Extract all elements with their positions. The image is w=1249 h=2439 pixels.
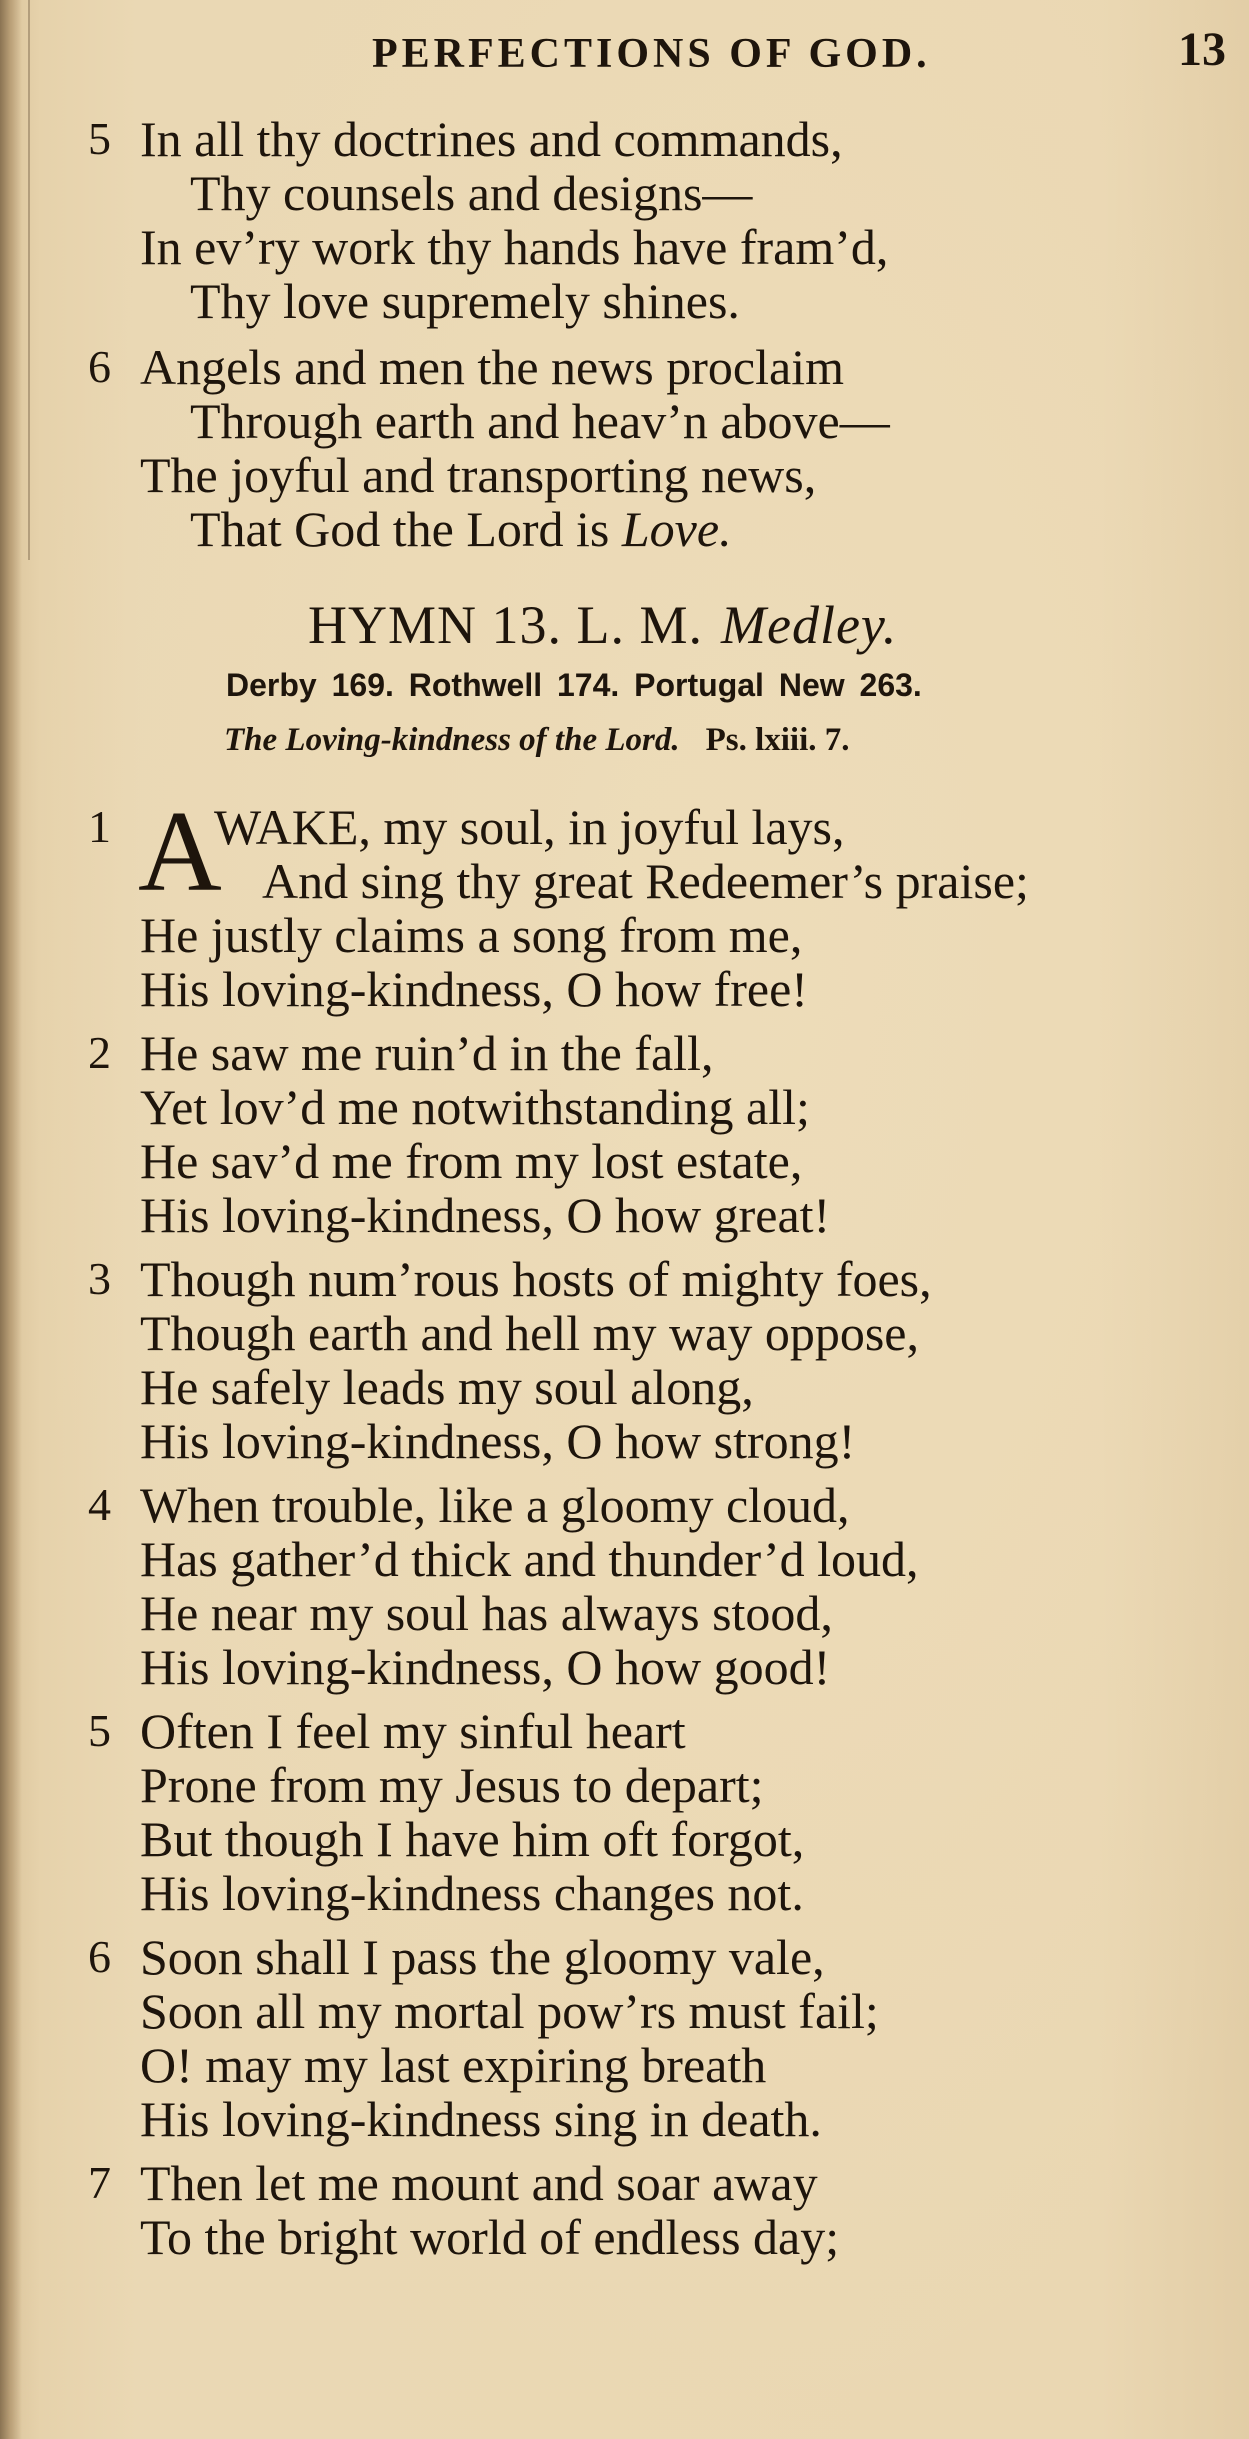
verse-number: 6 bbox=[88, 341, 111, 392]
verse-number: 4 bbox=[88, 1479, 111, 1530]
verse-line: In all thy doctrines and commands, bbox=[140, 111, 843, 167]
verse-line: Yet lov’d me notwithstanding all; bbox=[140, 1079, 810, 1135]
verse-line: The joyful and transporting news, bbox=[140, 447, 817, 503]
drop-cap: A bbox=[138, 788, 222, 916]
verse-line: Through earth and heav’n above— bbox=[190, 393, 890, 449]
verse-number: 6 bbox=[88, 1931, 111, 1982]
hymn-tune: Medley. bbox=[721, 595, 898, 655]
verse-line: His loving-kindness, O how strong! bbox=[140, 1413, 856, 1469]
verse-line-text: That God the Lord is bbox=[190, 501, 610, 557]
gutter-rule bbox=[28, 0, 30, 560]
verse-line: Soon all my mortal pow’rs must fail; bbox=[140, 1983, 879, 2039]
verse-number: 5 bbox=[88, 113, 111, 164]
emphasized-word: Love. bbox=[621, 501, 732, 557]
verse-line: Often I feel my sinful heart bbox=[140, 1703, 686, 1759]
hymn-subject: The Loving-kindness of the Lord. bbox=[224, 722, 680, 758]
verse-number: 7 bbox=[88, 2157, 111, 2208]
verse-line: Thy counsels and designs— bbox=[190, 165, 753, 221]
verse-line: He justly claims a song from me, bbox=[140, 907, 803, 963]
verse-line: In ev’ry work thy hands have fram’d, bbox=[140, 219, 889, 275]
verse-line: He safely leads my soul along, bbox=[140, 1359, 754, 1415]
verse-line: Then let me mount and soar away bbox=[140, 2155, 818, 2211]
verse-line: Thy love supremely shines. bbox=[190, 273, 740, 329]
verse-line: O! may my last expiring breath bbox=[140, 2037, 767, 2093]
verse-line: Angels and men the news proclaim bbox=[140, 339, 844, 395]
scripture-reference: Ps. lxiii. 7. bbox=[705, 722, 850, 758]
hymn-title bbox=[308, 594, 897, 656]
verse-line: His loving-kindness, O how great! bbox=[140, 1187, 831, 1243]
page-gutter bbox=[0, 0, 22, 2439]
verse-line: WAKE, my soul, in joyful lays, bbox=[214, 799, 845, 855]
verse-number: 3 bbox=[88, 1253, 111, 1304]
verse-number: 1 bbox=[88, 801, 111, 852]
verse-line: Though earth and hell my way oppose, bbox=[140, 1305, 919, 1361]
verse-number: 5 bbox=[88, 1705, 111, 1756]
verse-line: He sav’d me from my lost estate, bbox=[140, 1133, 803, 1189]
verse-line: He saw me ruin’d in the fall, bbox=[140, 1025, 714, 1081]
hymn-subtitle bbox=[224, 722, 850, 759]
hymn-number: HYMN 13. L. M. bbox=[308, 595, 704, 655]
page-number: 13 bbox=[1178, 23, 1226, 76]
verse-line: To the bright world of endless day; bbox=[140, 2209, 840, 2265]
tune-references: Derby 169. Rothwell 174. Portugal New 263. bbox=[226, 667, 922, 703]
verse-line: When trouble, like a gloomy cloud, bbox=[140, 1477, 850, 1533]
verse-line: And sing thy great Redeemer’s praise; bbox=[262, 853, 1029, 909]
verse-line: His loving-kindness changes not. bbox=[140, 1865, 804, 1921]
verse-line: His loving-kindness, O how free! bbox=[140, 961, 808, 1017]
verse-line-last bbox=[190, 502, 732, 556]
verse-line: Prone from my Jesus to depart; bbox=[140, 1757, 764, 1813]
running-head: PERFECTIONS OF GOD. bbox=[372, 31, 931, 77]
verse-line: His loving-kindness sing in death. bbox=[140, 2091, 822, 2147]
verse-number: 2 bbox=[88, 1027, 111, 1078]
verse-line: He near my soul has always stood, bbox=[140, 1585, 833, 1641]
verse-line: Though num’rous hosts of mighty foes, bbox=[140, 1251, 932, 1307]
verse-line: But though I have him oft forgot, bbox=[140, 1811, 805, 1867]
verse-line: His loving-kindness, O how good! bbox=[140, 1639, 831, 1695]
verse-line: Soon shall I pass the gloomy vale, bbox=[140, 1929, 825, 1985]
verse-line: Has gather’d thick and thunder’d loud, bbox=[140, 1531, 919, 1587]
